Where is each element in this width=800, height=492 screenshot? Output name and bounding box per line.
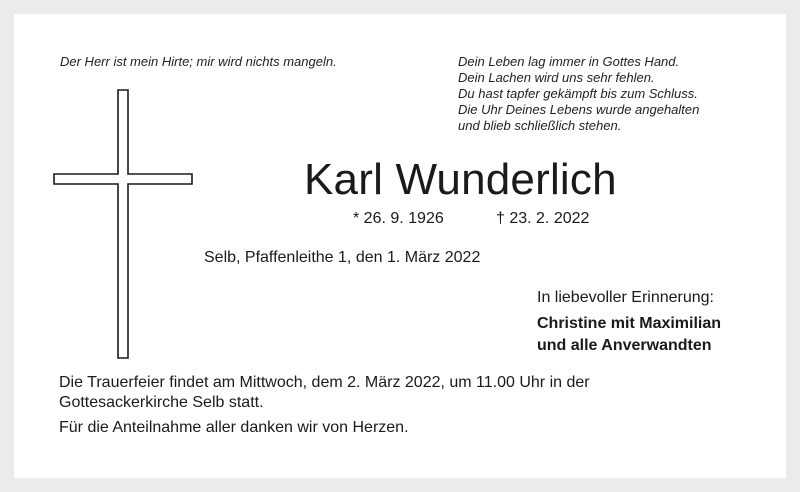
poem-line: Dein Lachen wird uns sehr fehlen.	[458, 70, 655, 85]
thanks-line: Für die Anteilnahme aller danken wir von Herzen.	[59, 419, 409, 436]
deceased-name: Karl Wunderlich	[304, 155, 617, 204]
psalm-verse: Der Herr ist mein Hirte; mir wird nichts mangeln.	[60, 54, 337, 69]
birth-date: * 26. 9. 1926	[353, 210, 444, 227]
poem-line: Die Uhr Deines Lebens wurde angehalten	[458, 102, 700, 117]
mourner-name: und alle Anverwandten	[537, 337, 712, 354]
place-and-date: Selb, Pfaffenleithe 1, den 1. März 2022	[204, 249, 481, 266]
poem-line: Du hast tapfer gekämpft bis zum Schluss.	[458, 86, 698, 101]
poem-line: und blieb schließlich stehen.	[458, 118, 622, 133]
obituary-notice	[14, 14, 786, 478]
cross-icon	[53, 89, 193, 359]
poem-line: Dein Leben lag immer in Gottes Hand.	[458, 54, 680, 69]
ceremony-line: Die Trauerfeier findet am Mittwoch, dem 2. März 2022, um 11.00 Uhr in der	[59, 374, 590, 391]
death-date: † 23. 2. 2022	[496, 210, 590, 227]
ceremony-line: Gottesackerkirche Selb statt.	[59, 394, 264, 411]
memory-label: In liebevoller Erinnerung:	[537, 289, 714, 306]
memorial-poem	[458, 54, 699, 134]
mourners-block	[537, 287, 721, 357]
funeral-info	[59, 373, 590, 438]
mourner-name: Christine mit Maximilian	[537, 315, 722, 332]
